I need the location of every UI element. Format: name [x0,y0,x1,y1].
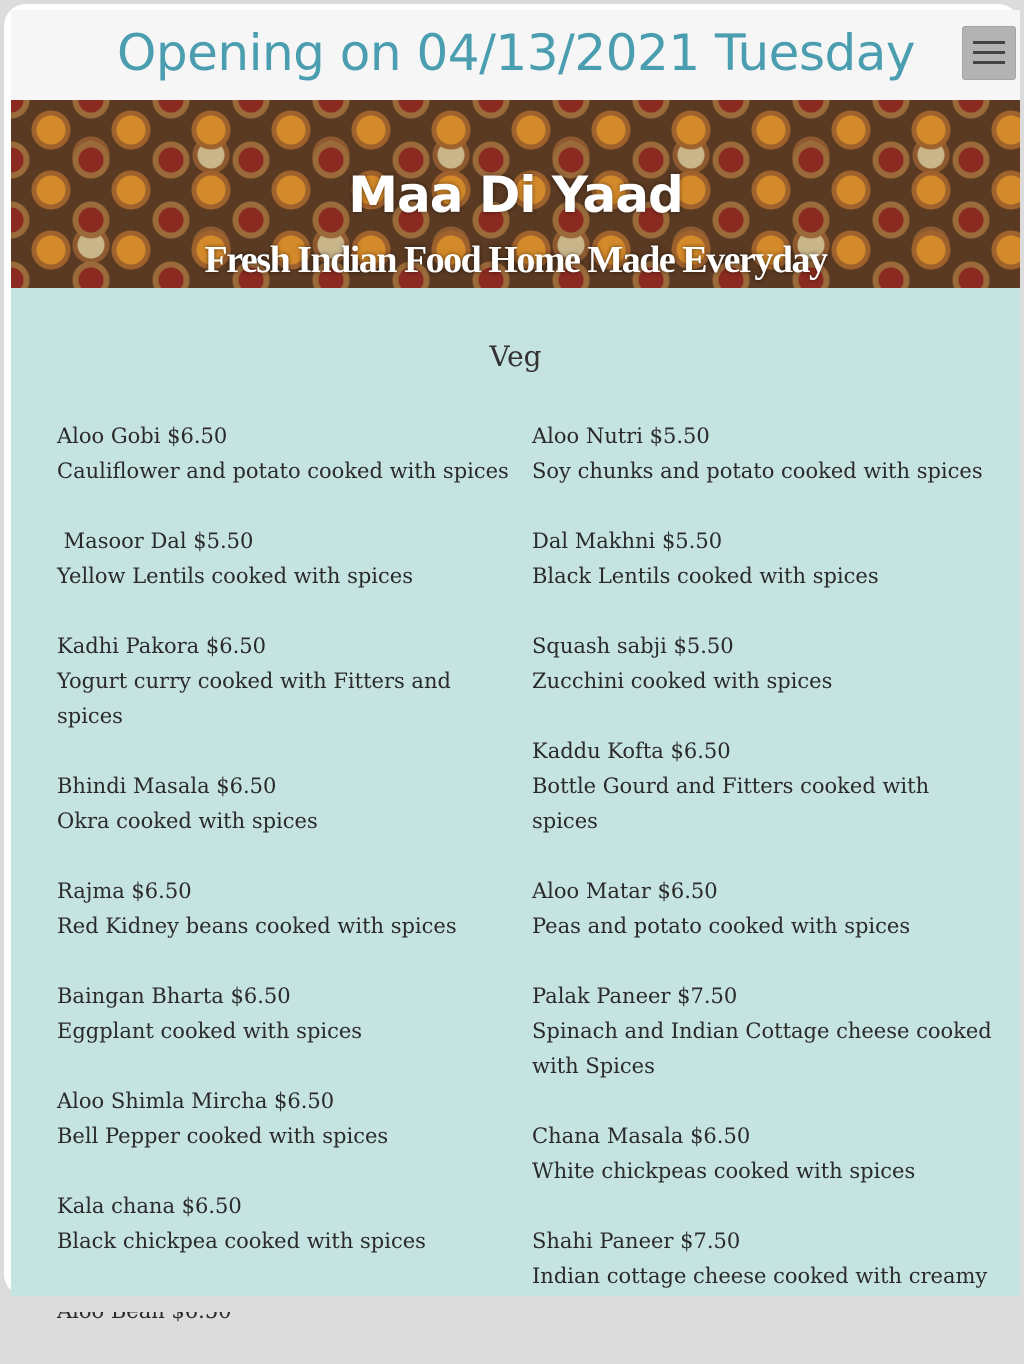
opening-title: Opening on 04/13/2021 Tuesday [117,24,915,82]
menu-item-title: Rajma $6.50 [57,879,192,903]
header [11,10,1020,100]
menu-item-description: Eggplant cooked with spices [57,1019,363,1043]
menu-item-title: Kadhi Pakora $6.50 [57,634,266,658]
restaurant-name: Maa Di Yaad [348,166,683,224]
hamburger-menu-button[interactable] [962,26,1016,80]
menu-item-title: Baingan Bharta $6.50 [57,984,291,1008]
menu-item [532,979,992,1084]
menu-item-title: Aloo Shimla Mircha $6.50 [57,1089,335,1113]
menu-item [532,1224,992,1294]
menu-item-title: Palak Paneer $7.50 [532,984,738,1008]
hamburger-icon [973,61,1005,64]
menu-item-title: Dal Makhni $5.50 [532,529,723,553]
menu-item [57,524,517,594]
hamburger-icon [973,41,1005,44]
menu-item [57,874,517,944]
menu-item-description: Yellow Lentils cooked with spices [57,564,413,588]
menu-item-title: Kaddu Kofta $6.50 [532,739,731,763]
menu-item-description: Indian cottage cheese cooked with creamy [532,1264,988,1288]
menu-item-title: Squash sabji $5.50 [532,634,734,658]
menu-item [532,524,992,594]
menu-item-description: Black chickpea cooked with spices [57,1229,426,1253]
menu-item [532,1119,992,1189]
menu-item-title: Aloo Nutri $5.50 [532,424,710,448]
menu-item-description: Bell Pepper cooked with spices [57,1124,389,1148]
tagline: Fresh Indian Food Home Made Everyday [204,239,827,281]
menu-column-right [532,419,992,1329]
menu-item-description: Red Kidney beans cooked with spices [57,914,457,938]
menu-item-description: Peas and potato cooked with spices [532,914,911,938]
menu-item-description: Black Lentils cooked with spices [532,564,879,588]
menu-item-description: Cauliflower and potato cooked with spices [57,459,509,483]
menu-item-title: Masoor Dal $5.50 [57,529,254,553]
menu-item [57,1084,517,1154]
menu-item [57,419,517,489]
menu-item-description: Okra cooked with spices [57,809,318,833]
menu-item [532,874,992,944]
menu-item [57,769,517,839]
menu-item-description: Bottle Gourd and Fitters cooked with spices [532,774,930,833]
menu-item-title: Kala chana $6.50 [57,1194,242,1218]
menu-column-left [57,419,517,1364]
menu-item-title: Aloo Matar $6.50 [532,879,718,903]
menu-item [57,629,517,734]
menu-item-description: Soy chunks and potato cooked with spices [532,459,983,483]
spices-banner [11,100,1020,288]
menu-item-title: Shahi Paneer $7.50 [532,1229,741,1253]
menu-item [532,629,992,699]
hamburger-icon [973,51,1005,54]
menu-item [532,734,992,839]
menu-content [11,288,1020,1296]
bottom-bar [0,1296,1024,1312]
menu-item-title: Chana Masala $6.50 [532,1124,751,1148]
section-heading: Veg [489,340,542,373]
menu-item-description: Spinach and Indian Cottage cheese cooked with Spices [532,1019,992,1078]
menu-item [57,979,517,1049]
menu-item-title: Bhindi Masala $6.50 [57,774,277,798]
menu-item-description: White chickpeas cooked with spices [532,1159,916,1183]
page-frame [4,4,1020,1296]
menu-item [57,1189,517,1259]
menu-item-description: Zucchini cooked with spices [532,669,833,693]
menu-item-description: Yogurt curry cooked with Fitters and spices [57,669,451,728]
menu-item-title: Aloo Gobi $6.50 [57,424,228,448]
menu-item [532,419,992,489]
